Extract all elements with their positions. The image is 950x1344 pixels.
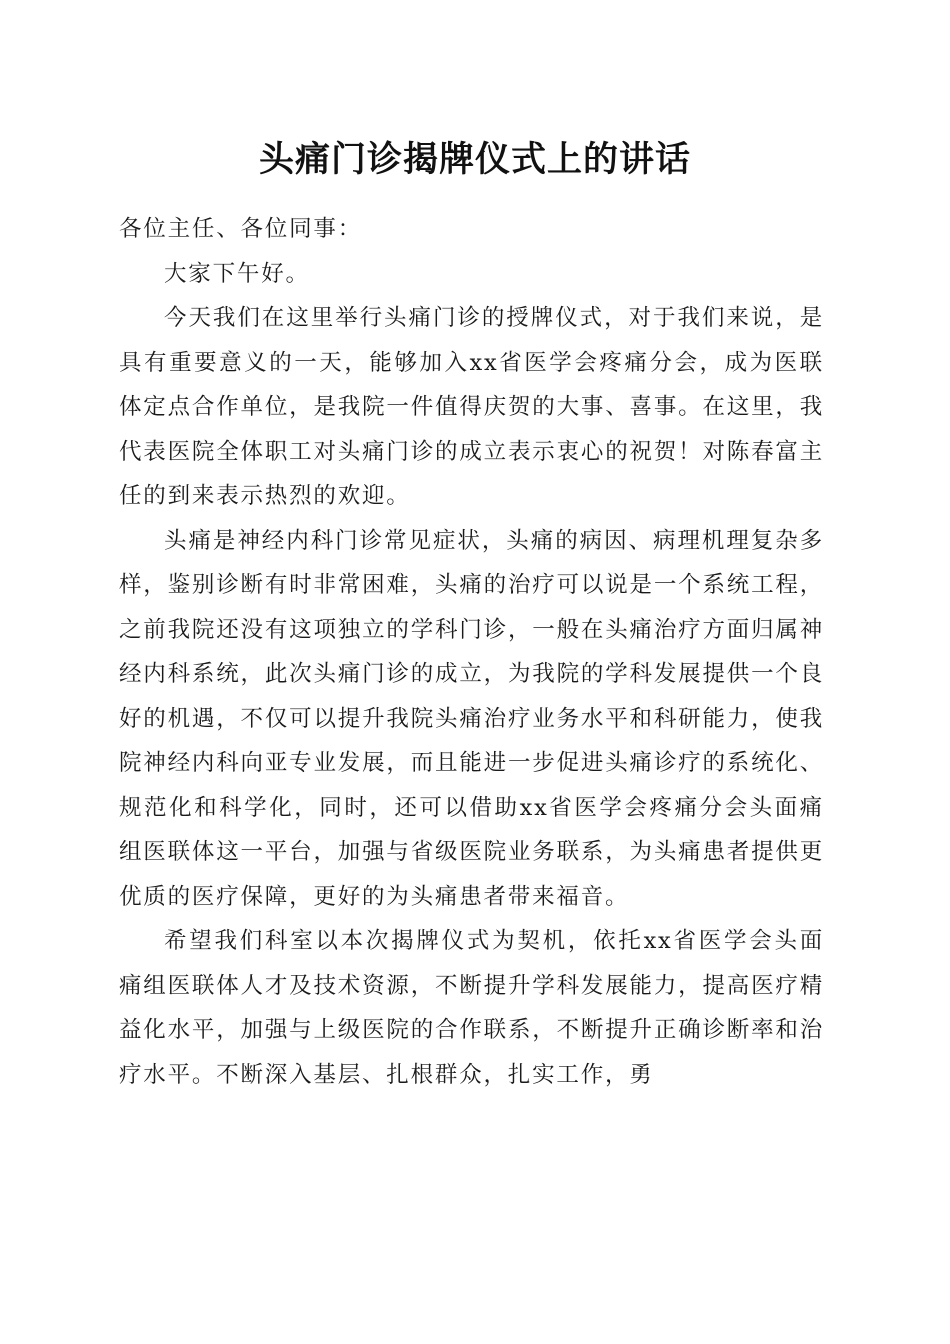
document-title: 头痛门诊揭牌仪式上的讲话 [258,139,691,180]
salutation: 各位主任、各位同事： [119,216,363,242]
paragraph-opening: 今天我们在这里举行头痛门诊的授牌仪式，对于我们来说，是具有重要意义的一天，能够加入xx省医学会疼痛分会，成为医联体定点合作单位，是我院一件值得庆贺的大事、喜事。在这里，我代表医院全体职工对头痛门诊的成立表示衷心的祝贺！对陈春富主任的到来表示热烈的欢迎。 [119,305,824,509]
paragraph-greeting: 大家下午好。 [164,260,310,287]
document-body [119,207,824,1097]
paragraph-expectations: 希望我们科室以本次揭牌仪式为契机，依托xx省医学会头面痛组医联体人才及技术资源，不断提升学科发展能力，提高医疗精益化水平，加强与上级医院的合作联系，不断提升正确诊断率和治疗水平。不断深入基层、扎根群众，扎实工作，勇 [119,928,824,1088]
paragraph-headache-significance: 头痛是神经内科门诊常见症状，头痛的病因、病理机理复杂多样，鉴别诊断有时非常困难，头痛的治疗可以说是一个系统工程，之前我院还没有这项独立的学科门诊，一般在头痛治疗方面归属神经内科系统，此次头痛门诊的成立，为我院的学科发展提供一个良好的机遇，不仅可以提升我院头痛治疗业务水平和科研能力，使我院神经内科向亚专业发展，而且能进一步促进头痛诊疗的系统化、规范化和科学化，同时，还可以借助xx省医学会疼痛分会头面痛组医联体这一平台，加强与省级医院业务联系，为头痛患者提供更优质的医疗保障，更好的为头痛患者带来福音。 [119,527,824,910]
